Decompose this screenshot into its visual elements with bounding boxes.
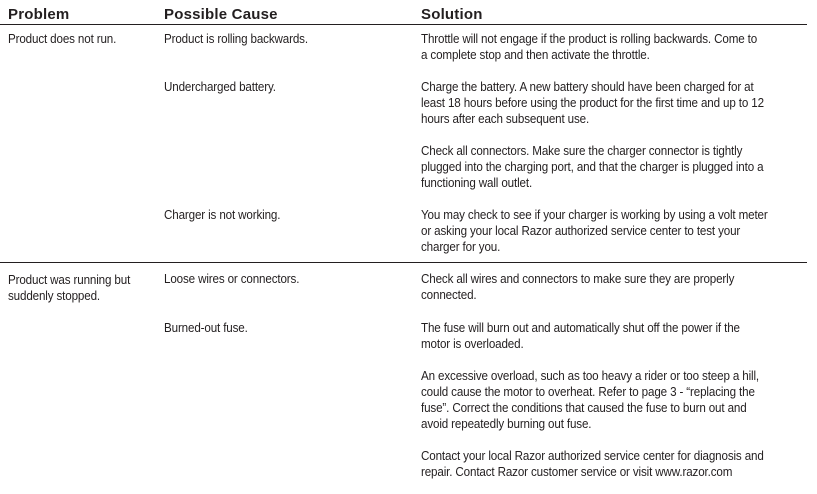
solution-line: You may check to see if your charger is working by using a volt meter xyxy=(421,208,768,222)
solution-cell xyxy=(421,448,802,480)
cause-cell: Burned-out fuse. xyxy=(164,321,248,335)
solution-line: connected. xyxy=(421,288,477,302)
table-header xyxy=(0,0,807,24)
solution-line: could cause the motor to overheat. Refer to page 3 - “replacing the xyxy=(421,385,755,399)
solution-line: or asking your local Razor authorized service center to test your xyxy=(421,224,741,238)
solution-line: avoid repeatedly burning out fuse. xyxy=(421,417,592,431)
solution-cell xyxy=(421,207,802,255)
solution-line: charger for you. xyxy=(421,240,501,254)
cause-cell: Product is rolling backwards. xyxy=(164,32,308,46)
cause-cell: Charger is not working. xyxy=(164,208,281,222)
header-solution: Solution xyxy=(421,6,483,23)
solution-cell xyxy=(421,368,802,432)
solution-line: Contact your local Razor authorized service center for diagnosis and xyxy=(421,449,764,463)
solution-cell xyxy=(421,79,802,127)
problem-cell xyxy=(8,272,148,304)
solution-line: hours after each subsequent use. xyxy=(421,112,590,126)
cause-cell: Loose wires or connectors. xyxy=(164,272,300,286)
solution-line: plugged into the charging port, and that the charger is plugged into a xyxy=(421,160,764,174)
header-problem: Problem xyxy=(8,6,70,23)
solution-line: An excessive overload, such as too heavy a rider or too steep a hill, xyxy=(421,369,760,383)
solution-line: Check all connectors. Make sure the charger connector is tightly xyxy=(421,144,743,158)
solution-cell xyxy=(421,320,802,352)
solution-line: a complete stop and then activate the throttle. xyxy=(421,48,650,62)
solution-cell xyxy=(421,143,802,191)
row-divider xyxy=(0,262,807,263)
problem-line: suddenly stopped. xyxy=(8,289,100,303)
solution-line: repair. Contact Razor customer service or visit www.razor.com xyxy=(421,465,733,479)
solution-line: least 18 hours before using the product for the first time and up to 12 xyxy=(421,96,764,110)
problem-cell: Product does not run. xyxy=(8,32,117,46)
solution-line: The fuse will burn out and automatically shut off the power if the xyxy=(421,321,740,335)
solution-line: Throttle will not engage if the product is rolling backwards. Come to xyxy=(421,32,758,46)
header-divider xyxy=(0,24,807,25)
problem-line: Product was running but xyxy=(8,273,131,287)
solution-line: motor is overloaded. xyxy=(421,337,524,351)
solution-cell xyxy=(421,271,802,303)
cause-cell: Undercharged battery. xyxy=(164,80,276,94)
solution-cell xyxy=(421,31,802,63)
header-possible-cause: Possible Cause xyxy=(164,6,278,23)
solution-line: Check all wires and connectors to make sure they are properly xyxy=(421,272,735,286)
solution-line: functioning wall outlet. xyxy=(421,176,533,190)
solution-line: Charge the battery. A new battery should have been charged for at xyxy=(421,80,754,94)
solution-line: fuse”. Correct the conditions that caused the fuse to burn out and xyxy=(421,401,747,415)
